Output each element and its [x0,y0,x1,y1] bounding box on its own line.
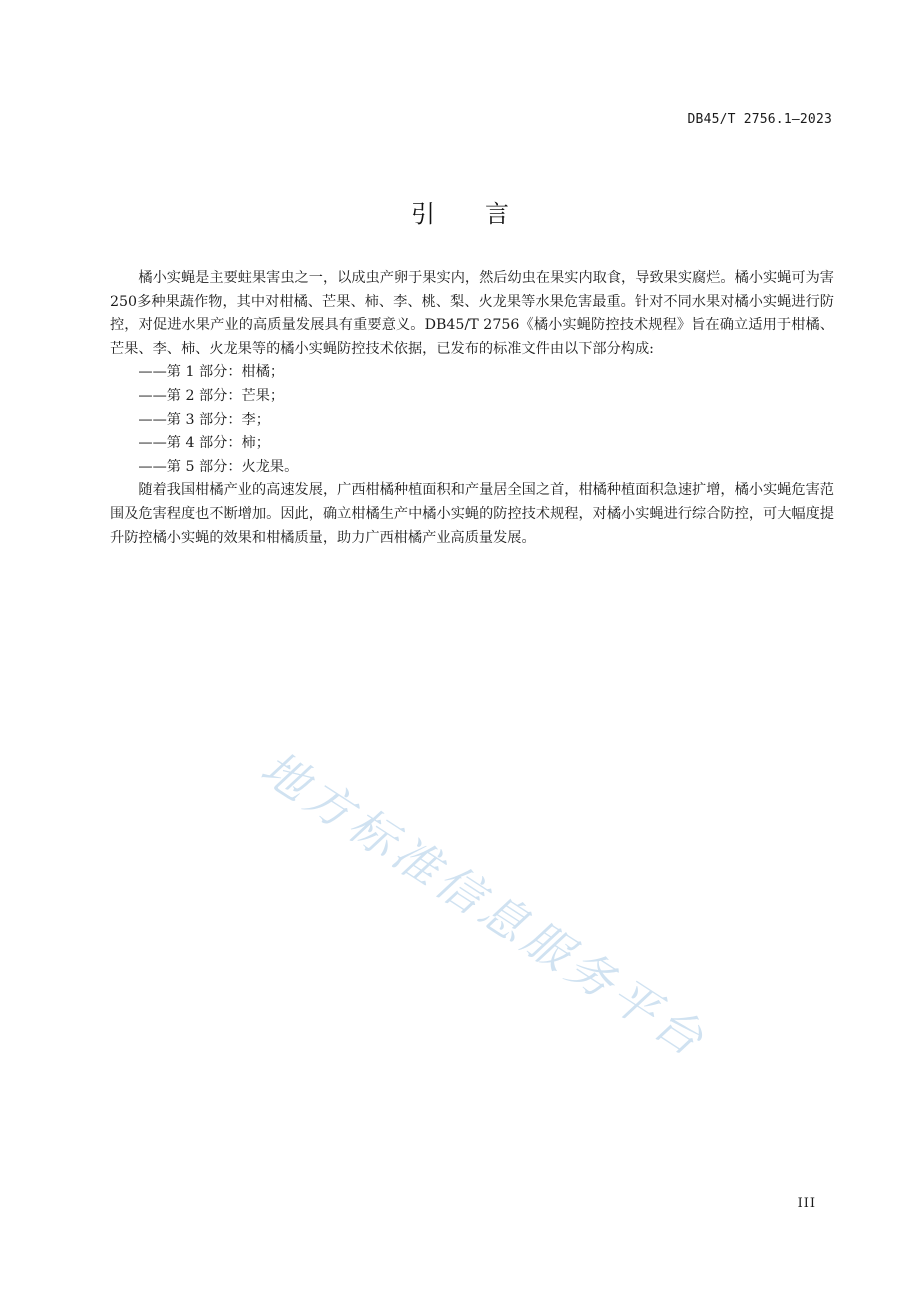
part-list-item-1: ——第 1 部分：柑橘； [138,364,285,381]
section-title: 引言 [411,200,559,228]
intro-paragraph-2: 随着我国柑橘产业的高速发展，广西柑橘种植面积和产量居全国之首，柑橘种植面积急速扩增，橘小实蝇危害范围及危害程度也不断增加。因此，确立柑橘生产中橘小实蝇的防控技术规程，对橘小实蝇进行综合防控，可大幅度提升防控橘小实蝇的效果和柑橘质量，助力广西柑橘产业高质量发展。 [110,482,834,546]
part-list-item-2: ——第 2 部分：芒果； [138,387,285,404]
intro-paragraph-1: 橘小实蝇是主要蛀果害虫之一，以成虫产卵于果实内，然后幼虫在果实内取食，导致果实腐烂。橘小实蝇可为害250多种果蔬作物，其中对柑橘、芒果、柿、李、桃、梨、火龙果等水果危害最重。针对不同水果对橘小实蝇进行防控，对促进水果产业的高质量发展具有重要意义。DB45/T 2756《橘小实蝇防控技术规程》旨在确立适用于柑橘、芒果、李、柿、火龙果等的橘小实蝇防控技术依据，已发布的标准文件由以下部分构成: [110,270,834,357]
watermark: 地方标准信息服务平台 [251,740,718,1069]
part-list-item-4: ——第 4 部分：柿； [138,435,270,452]
part-list-item-5: ——第 5 部分：火龙果。 [138,458,299,475]
document-code: DB45/T 2756.1—2023 [687,112,832,127]
page-number: III [797,1196,816,1211]
part-list-item-3: ——第 3 部分：李； [138,411,270,428]
introduction-body [110,267,834,550]
